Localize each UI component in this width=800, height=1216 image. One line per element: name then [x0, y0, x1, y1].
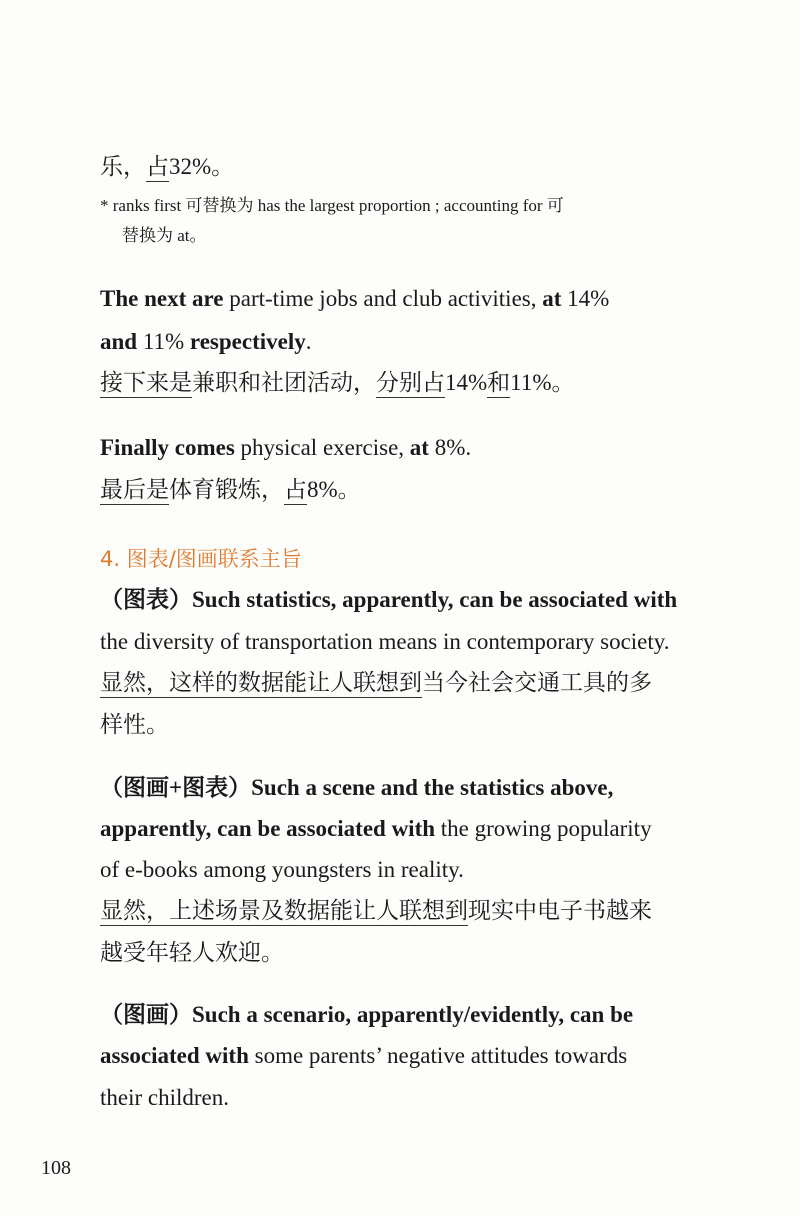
bold-phrase: Finally comes — [100, 435, 235, 460]
bold-phrase: Such a scene and the statistics above, — [251, 775, 614, 800]
cn-line-picchart-2: 越受年轻人欢迎。 — [100, 940, 284, 965]
underlined-text: 分别占 — [376, 370, 445, 398]
text: 体育锻炼， — [169, 477, 284, 502]
en-line-chart-1 — [100, 585, 677, 615]
bold-phrase: at — [409, 435, 429, 460]
underlined-text: 占 — [284, 477, 307, 505]
text: part-time jobs and club activities, — [223, 286, 543, 311]
text: 8%. — [428, 435, 472, 460]
text: . — [305, 329, 312, 354]
tag-label: （图画+图表） — [100, 775, 252, 800]
underlined-text: 最后是 — [100, 477, 169, 505]
underlined-text: 接下来是 — [100, 370, 192, 398]
note-line-2: 替换为 at。 — [122, 226, 207, 245]
bold-phrase: Such a scenario, apparently/evidently, can be — [192, 1002, 634, 1027]
text: 14% — [561, 286, 610, 311]
underlined-text: 占 — [146, 154, 169, 182]
tag-label: （图表） — [100, 587, 192, 612]
text: some parents’ negative attitudes towards — [248, 1043, 628, 1068]
cn-line-chart-2: 样性。 — [100, 712, 169, 737]
en-line-chart-2: the diversity of transportation means in contemporary society. — [100, 629, 670, 654]
text: 8%。 — [307, 477, 361, 502]
cn-line-next — [100, 368, 574, 398]
bold-phrase: at — [542, 286, 562, 311]
text: 32%。 — [169, 154, 235, 179]
bold-phrase: associated with — [100, 1043, 249, 1068]
en-line-picture-1 — [100, 1000, 633, 1030]
bold-phrase: respectively — [189, 329, 306, 354]
underlined-text: 显然，这样的数据能让人联想到 — [100, 670, 422, 698]
en-line-picture-2 — [100, 1041, 627, 1071]
text: physical exercise, — [234, 435, 410, 460]
bold-phrase: and — [100, 329, 138, 354]
en-line-picchart-2 — [100, 814, 652, 844]
tag-label: （图画） — [100, 1002, 192, 1027]
en-line-next-2 — [100, 327, 311, 357]
text: 14% — [445, 370, 488, 395]
underlined-text: 和 — [487, 370, 510, 398]
text: 兼职和社团活动， — [192, 370, 376, 395]
text: 11% — [137, 329, 190, 354]
en-line-finally — [100, 433, 471, 463]
en-line-picchart-1 — [100, 773, 613, 803]
en-line-picture-3: their children. — [100, 1085, 230, 1110]
text: 现实中电子书越来 — [468, 898, 652, 923]
en-line-next-1 — [100, 284, 609, 314]
bold-phrase: Such statistics, apparently, can be associated with — [192, 587, 678, 612]
note-line-1: * ranks first 可替换为 has the largest proportion ; accounting for 可 — [100, 196, 564, 215]
bold-phrase: The next are — [100, 286, 224, 311]
en-line-picchart-3: of e-books among youngsters in reality. — [100, 857, 464, 882]
text: 乐， — [100, 154, 146, 179]
text: the growing popularity — [435, 816, 652, 841]
text: 11%。 — [510, 370, 575, 395]
cn-line-picchart-1 — [100, 896, 652, 926]
cn-line-le — [100, 152, 234, 182]
underlined-text: 显然，上述场景及数据能让人联想到 — [100, 898, 468, 926]
section-heading: 4. 图表/图画联系主旨 — [100, 547, 302, 571]
page-number: 108 — [41, 1157, 71, 1179]
cn-line-chart-1 — [100, 668, 652, 698]
text: 当今社会交通工具的多 — [422, 670, 652, 695]
bold-phrase: apparently, can be associated with — [100, 816, 436, 841]
cn-line-finally — [100, 475, 361, 505]
